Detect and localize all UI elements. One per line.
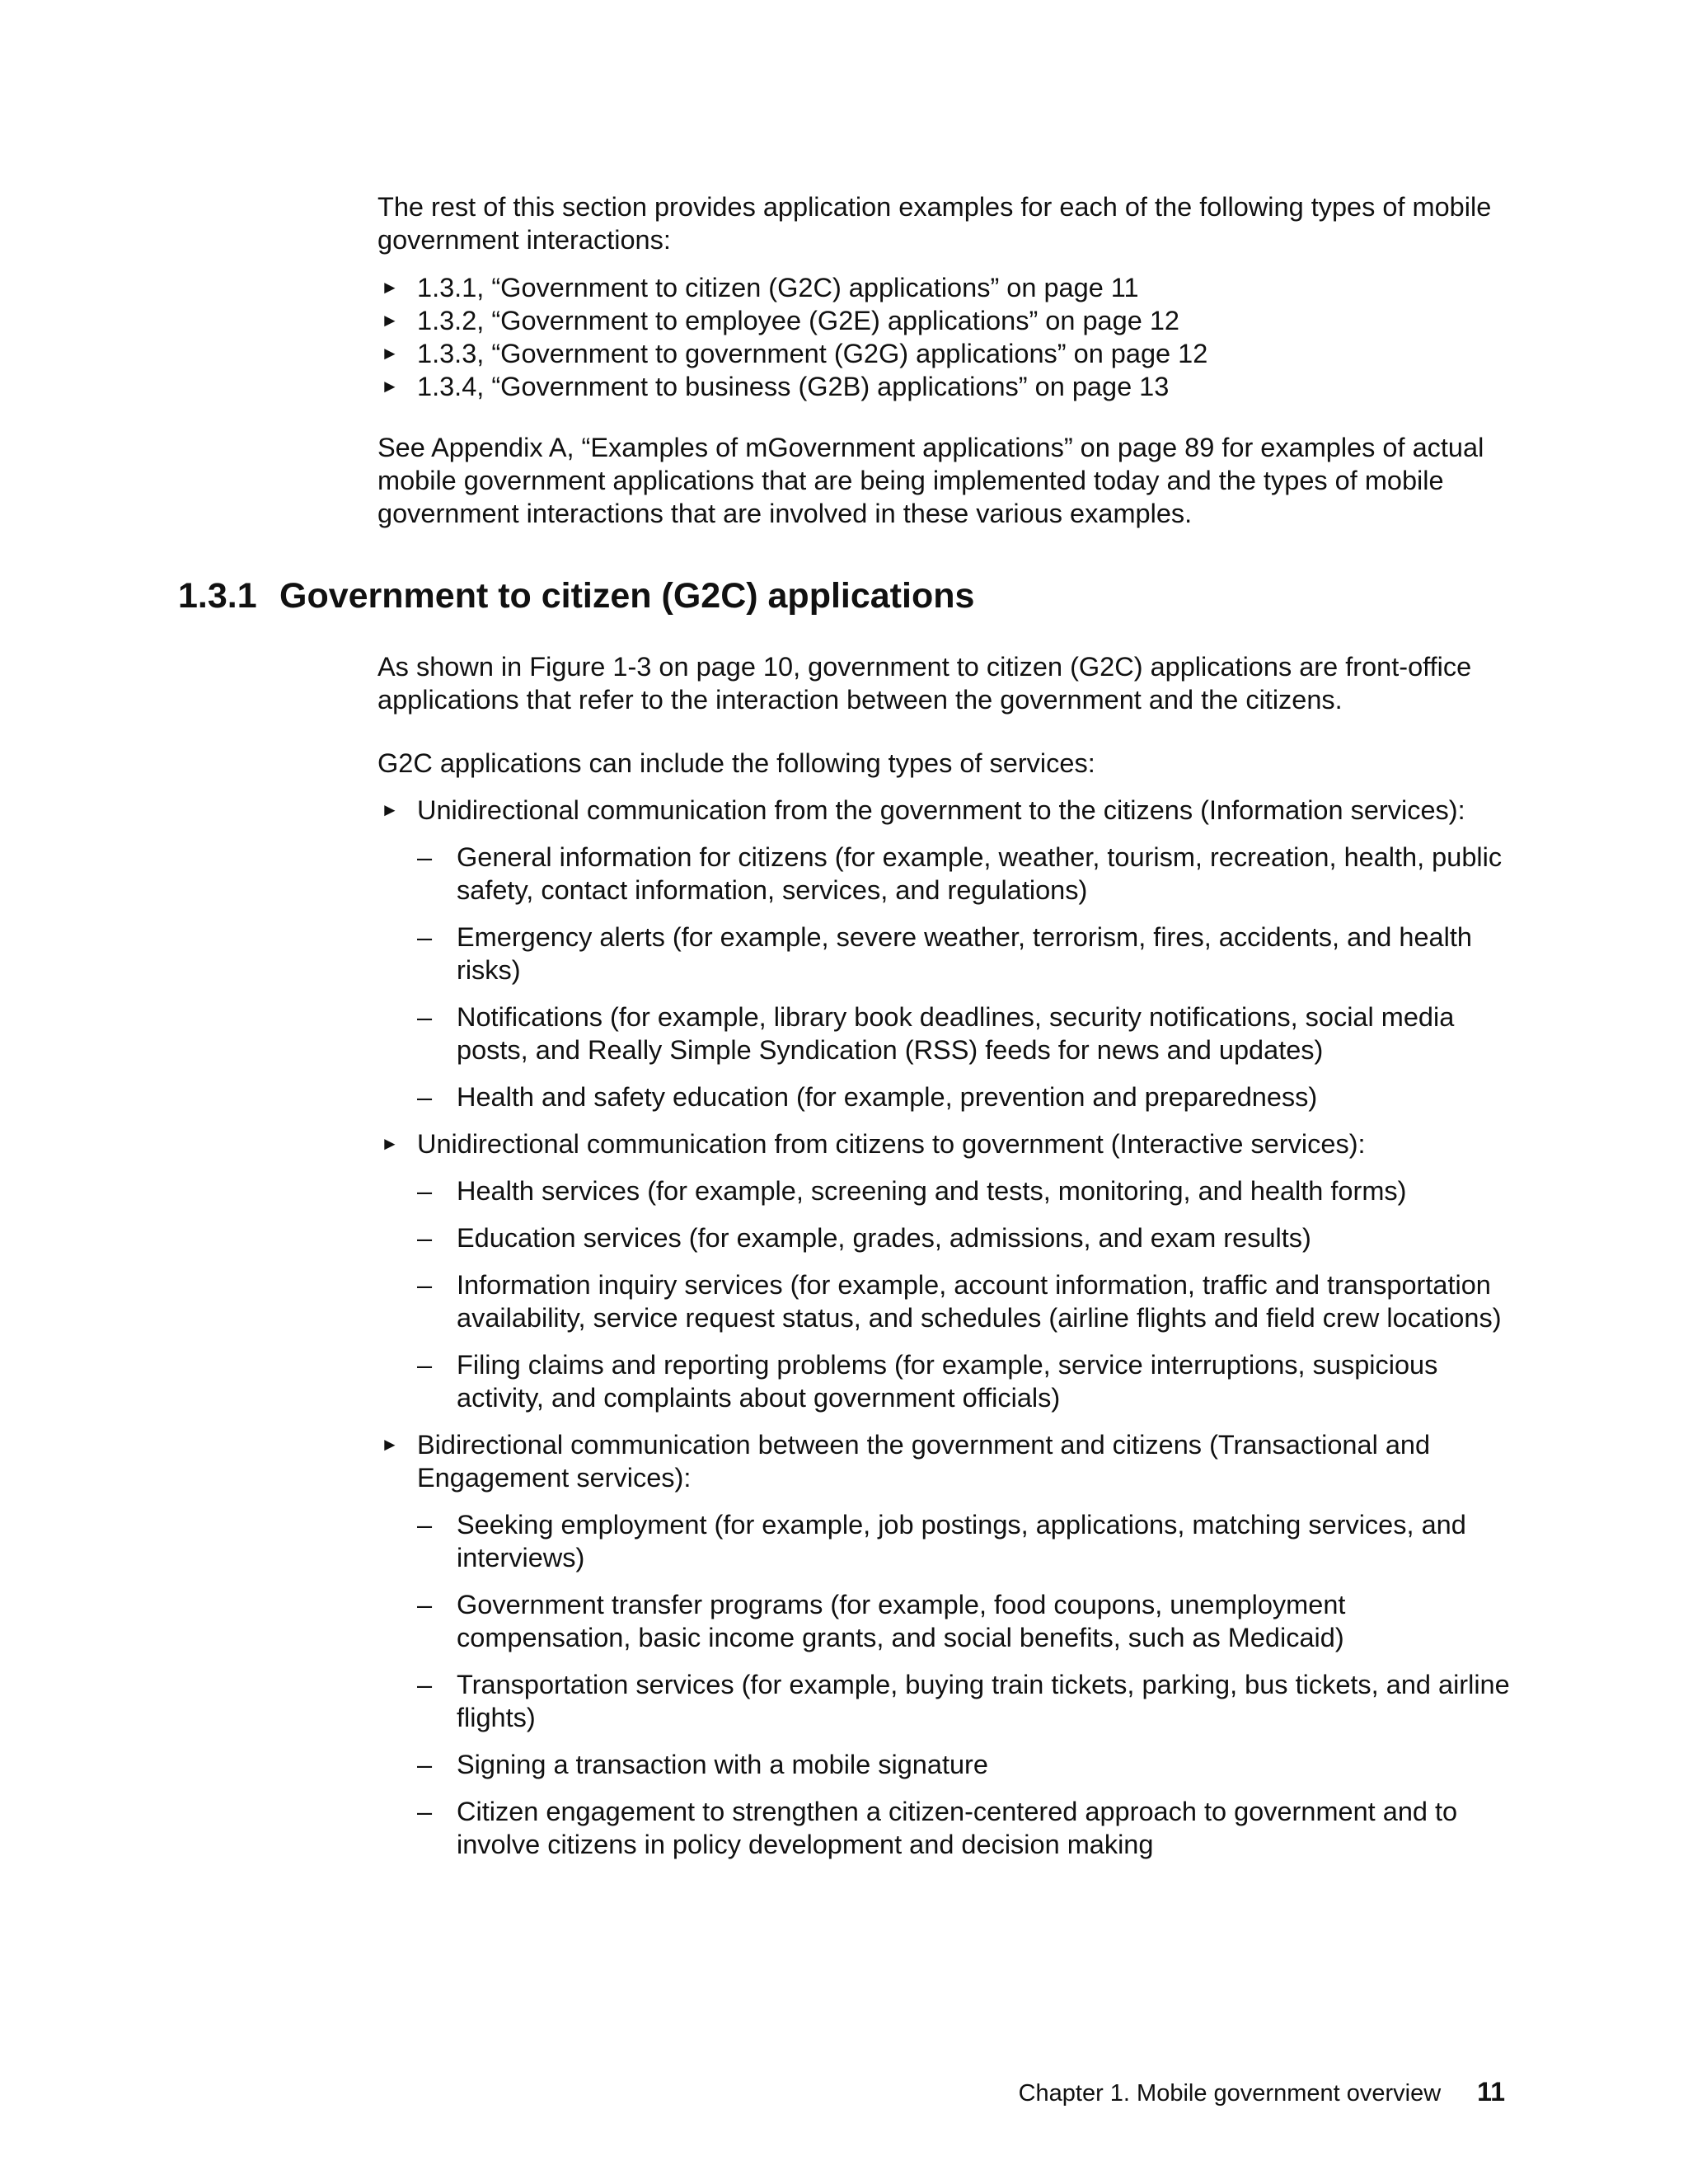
section-number: 1.3.1	[178, 576, 257, 616]
dash-marker: –	[417, 1750, 433, 1779]
intro-paragraph: The rest of this section provides application examples for each of the following types of mobile government interactions:	[377, 192, 1492, 255]
dash-marker: –	[417, 1670, 433, 1699]
triangle-bullet-icon: ►	[381, 799, 399, 820]
page-footer	[1019, 2077, 1505, 2108]
dash-marker: –	[417, 1797, 433, 1826]
service-group-label: Unidirectional communication from the government to the citizens (Information services):	[417, 795, 1465, 825]
list-item: – Education services (for example, grades, admissions, and exam results)	[417, 1223, 1311, 1253]
list-item: – Information inquiry services (for example, account information, traffic and transportation availability, service request status, and schedules (airline flights and field crew locations)	[417, 1270, 1502, 1333]
services-block	[377, 747, 1511, 1861]
list-item: – Seeking employment (for example, job postings, applications, matching services, and interviews)	[417, 1510, 1466, 1572]
page-number: 11	[1477, 2077, 1505, 2107]
list-item: – Health and safety education (for example, prevention and preparedness)	[417, 1082, 1318, 1112]
list-item: – Citizen engagement to strengthen a citizen-centered approach to government and to involve citizens in policy development and decision making	[417, 1797, 1458, 1859]
service-group-information	[377, 794, 1511, 1113]
service-group-label: Bidirectional communication between the government and citizens (Transactional and Engagement services):	[417, 1430, 1431, 1493]
services-list	[377, 794, 1511, 1861]
section-heading	[178, 574, 974, 617]
list-item: – Notifications (for example, library book deadlines, security notifications, social media posts, and Really Simple Syndication (RSS) feeds for news and updates)	[417, 1002, 1455, 1065]
dash-marker: –	[417, 1350, 433, 1380]
section-title: Government to citizen (G2C) applications	[279, 576, 975, 616]
dash-marker: –	[417, 1590, 433, 1619]
services-lead: G2C applications can include the following types of services:	[377, 748, 1095, 778]
list-item: – Government transfer programs (for example, food coupons, unemployment compensation, basic income grants, and social benefits, such as Medicaid)	[417, 1590, 1346, 1652]
dash-marker: –	[417, 1270, 433, 1300]
triangle-bullet-icon: ►	[381, 1434, 399, 1455]
dash-marker: –	[417, 1002, 433, 1032]
list-item: – Emergency alerts (for example, severe weather, terrorism, fires, accidents, and health risks)	[417, 922, 1472, 985]
section-toc-list	[377, 271, 1511, 403]
triangle-bullet-icon: ►	[381, 376, 399, 396]
service-group-label: Unidirectional communication from citizens to government (Interactive services):	[417, 1129, 1366, 1159]
dash-marker: –	[417, 1082, 433, 1112]
service-group-interactive	[377, 1127, 1511, 1414]
service-sublist	[417, 841, 1511, 1113]
toc-item-g2b[interactable]: ► 1.3.4, “Government to business (G2B) applications” on page 13	[381, 372, 1170, 401]
triangle-bullet-icon: ►	[381, 277, 399, 298]
service-sublist	[417, 1508, 1511, 1861]
toc-item-g2e[interactable]: ► 1.3.2, “Government to employee (G2E) applications” on page 12	[381, 306, 1179, 335]
list-item: – General information for citizens (for example, weather, tourism, recreation, health, public safety, contact information, services, and regulations)	[417, 842, 1503, 905]
g2c-intro-paragraph: As shown in Figure 1-3 on page 10, government to citizen (G2C) applications are front-office applications that refer to the interaction between the government and the citizens.	[377, 652, 1472, 715]
list-item: – Transportation services (for example, buying train tickets, parking, bus tickets, and airline flights)	[417, 1670, 1510, 1732]
list-item: – Signing a transaction with a mobile signature	[417, 1750, 988, 1779]
list-item: – Health services (for example, screening and tests, monitoring, and health forms)	[417, 1176, 1407, 1206]
triangle-bullet-icon: ►	[381, 310, 399, 330]
toc-item-g2g[interactable]: ► 1.3.3, “Government to government (G2G) applications” on page 12	[381, 339, 1208, 368]
dash-marker: –	[417, 1176, 433, 1206]
service-group-transactional	[377, 1428, 1511, 1861]
dash-marker: –	[417, 922, 433, 952]
triangle-bullet-icon: ►	[381, 1133, 399, 1154]
dash-marker: –	[417, 1223, 433, 1253]
service-sublist	[417, 1174, 1511, 1414]
dash-marker: –	[417, 1510, 433, 1540]
dash-marker: –	[417, 842, 433, 872]
triangle-bullet-icon: ►	[381, 343, 399, 363]
toc-item-g2c[interactable]: ► 1.3.1, “Government to citizen (G2C) applications” on page 11	[381, 273, 1139, 302]
footer-chapter-title: Chapter 1. Mobile government overview	[1018, 2080, 1442, 2107]
list-item: – Filing claims and reporting problems (for example, service interruptions, suspicious activity, and complaints about government officials)	[417, 1350, 1438, 1413]
appendix-reference-paragraph: See Appendix A, “Examples of mGovernment applications” on page 89 for examples of actual mobile government applications that are being implemented today and the types of mobile government interactions that are involved in these various examples.	[377, 433, 1484, 528]
